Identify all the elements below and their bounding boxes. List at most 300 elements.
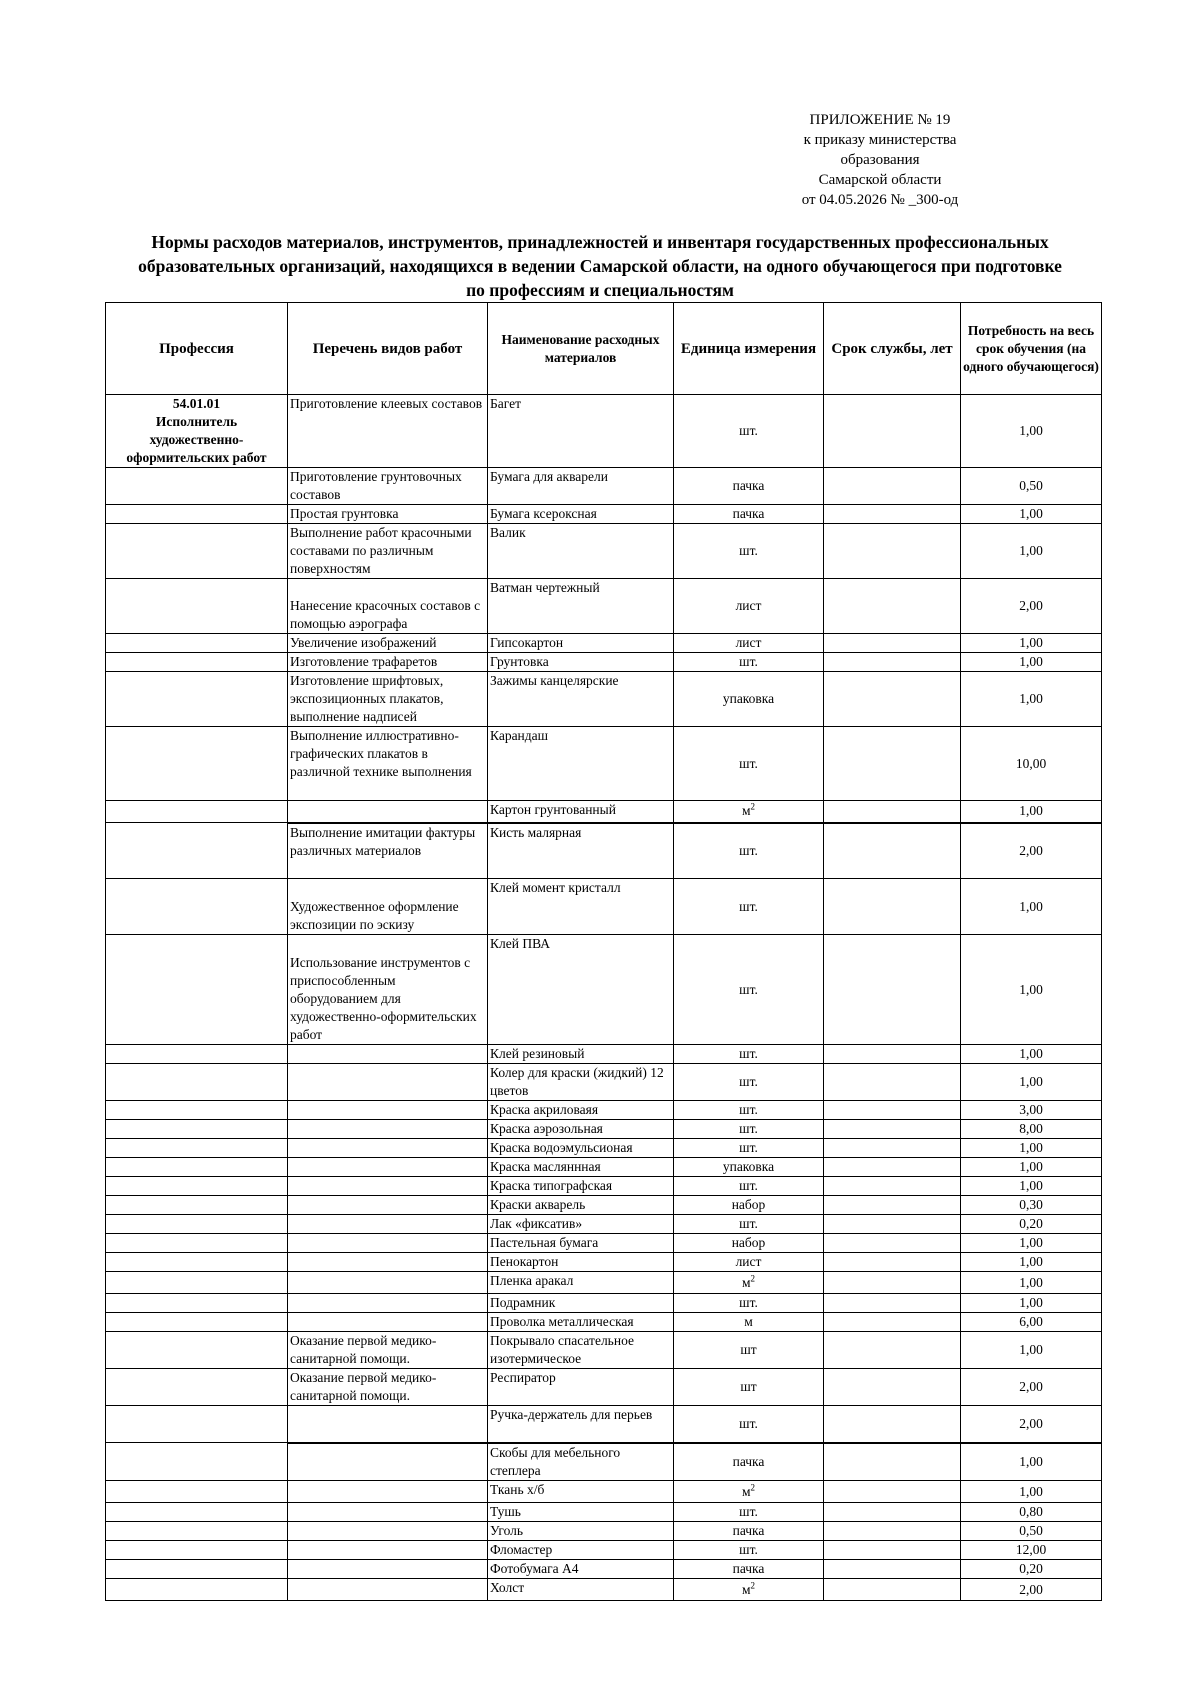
life-cell	[824, 672, 961, 727]
profession-cell-empty	[106, 468, 288, 505]
unit-cell	[674, 1294, 824, 1313]
unit-cell	[674, 1064, 824, 1101]
unit-text: шт.	[739, 1542, 758, 1557]
profession-cell-empty	[106, 1332, 288, 1369]
table-row	[106, 1406, 1102, 1443]
work-cell: Приготовление грунтовочных составов	[288, 468, 488, 505]
work-cell	[288, 1101, 488, 1120]
profession-cell-empty	[106, 1406, 288, 1443]
need-cell: 1,00	[961, 801, 1102, 823]
work-cell: Изготовление трафаретов	[288, 653, 488, 672]
profession-cell-empty	[106, 634, 288, 653]
table-row	[106, 1503, 1102, 1522]
table-body	[106, 395, 1102, 1601]
header-profession: Профессия	[106, 303, 288, 395]
material-cell: Колер для краски (жидкий) 12 цветов	[488, 1064, 674, 1101]
life-cell	[824, 801, 961, 823]
work-cell	[288, 1541, 488, 1560]
need-cell: 1,00	[961, 1272, 1102, 1294]
unit-text: шт.	[739, 981, 758, 997]
table-row	[106, 395, 1102, 468]
need-cell: 1,00	[961, 1253, 1102, 1272]
header-unit: Единица измерения	[674, 303, 824, 395]
work-cell	[288, 1579, 488, 1601]
table-row	[106, 1313, 1102, 1332]
profession-cell-empty	[106, 1481, 288, 1503]
unit-cell	[674, 468, 824, 505]
profession-cell-empty	[106, 653, 288, 672]
table-row	[106, 634, 1102, 653]
unit-cell	[674, 634, 824, 653]
life-cell	[824, 1272, 961, 1294]
document-title	[100, 230, 1100, 302]
need-cell: 6,00	[961, 1313, 1102, 1332]
unit-cell	[674, 1313, 824, 1332]
profession-cell	[106, 395, 288, 468]
life-cell	[824, 1120, 961, 1139]
work-cell: Оказание первой медико-санитарной помощи.	[288, 1332, 488, 1369]
unit-text: шт.	[739, 1140, 758, 1155]
work-cell: Увеличение изображений	[288, 634, 488, 653]
unit-text: шт.	[739, 1504, 758, 1519]
material-cell: Картон грунтованный	[488, 801, 674, 823]
title-line: по профессиям и специальностям	[466, 280, 734, 300]
table-row	[106, 1369, 1102, 1406]
profession-name: Исполнитель художественно-оформительских работ	[126, 414, 267, 465]
unit-text: м	[744, 1314, 753, 1329]
material-cell: Багет	[488, 395, 674, 468]
unit-text: шт.	[739, 423, 758, 438]
table-row	[106, 1045, 1102, 1064]
unit-text: лист	[735, 598, 762, 613]
unit-text: шт.	[739, 1121, 758, 1136]
unit-cell	[674, 1522, 824, 1541]
unit-cell	[674, 1503, 824, 1522]
work-cell	[288, 1196, 488, 1215]
table-row	[106, 1332, 1102, 1369]
work-cell: Простая грунтовка	[288, 505, 488, 524]
unit-text: шт.	[739, 1415, 758, 1431]
profession-cell-empty	[106, 1177, 288, 1196]
material-cell: Фотобумага А4	[488, 1560, 674, 1579]
table-row	[106, 727, 1102, 801]
work-cell: Использование инструментов с приспособленным оборудованием для художественно-оформительских работ	[288, 935, 488, 1045]
table-row	[106, 468, 1102, 505]
unit-text: пачка	[732, 478, 765, 493]
material-cell: Холст	[488, 1579, 674, 1601]
life-cell	[824, 1406, 961, 1443]
title-line: Нормы расходов материалов, инструментов, принадлежностей и инвентаря государственных профессиональных	[151, 232, 1049, 252]
material-cell: Скобы для мебельного степлера	[488, 1443, 674, 1481]
work-cell	[288, 1481, 488, 1503]
need-cell: 12,00	[961, 1541, 1102, 1560]
need-cell: 1,00	[961, 1234, 1102, 1253]
work-cell: Изготовление шрифтовых, экспозиционных плакатов, выполнение надписей	[288, 672, 488, 727]
material-cell: Уголь	[488, 1522, 674, 1541]
material-cell: Краска водоэмульсионая	[488, 1139, 674, 1158]
material-cell: Краска акриловаяя	[488, 1101, 674, 1120]
unit-text: шт.	[739, 898, 758, 914]
work-cell	[288, 1215, 488, 1234]
unit-cell	[674, 879, 824, 935]
need-cell: 3,00	[961, 1101, 1102, 1120]
life-cell	[824, 1369, 961, 1406]
table-row	[106, 1272, 1102, 1294]
profession-cell-empty	[106, 1443, 288, 1481]
unit-text: шт.	[739, 1074, 758, 1089]
life-cell	[824, 505, 961, 524]
table-row	[106, 1294, 1102, 1313]
life-cell	[824, 1064, 961, 1101]
unit-text: пачка	[732, 1523, 765, 1538]
appendix-line: от 04.05.2026 № _300-од	[801, 192, 959, 208]
unit-text: шт.	[739, 842, 758, 858]
work-cell	[288, 1443, 488, 1481]
unit-text: шт.	[739, 654, 758, 669]
table-row	[106, 1443, 1102, 1481]
profession-cell-empty	[106, 1579, 288, 1601]
unit-cell	[674, 1272, 824, 1294]
work-cell: Выполнение работ красочными составами по различным поверхностям	[288, 524, 488, 579]
unit-cell	[674, 1196, 824, 1215]
table-row	[106, 1139, 1102, 1158]
life-cell	[824, 1139, 961, 1158]
unit-text: м	[741, 1483, 751, 1499]
unit-cell	[674, 801, 824, 823]
material-cell: Валик	[488, 524, 674, 579]
unit-text: шт.	[739, 1102, 758, 1117]
material-cell: Бумага для акварели	[488, 468, 674, 505]
unit-text: шт	[740, 1342, 757, 1357]
life-cell	[824, 1158, 961, 1177]
unit-text: шт.	[739, 1216, 758, 1231]
unit-text: шт.	[739, 1295, 758, 1310]
table-row	[106, 1120, 1102, 1139]
work-cell	[288, 1503, 488, 1522]
header-works: Перечень видов работ	[288, 303, 488, 395]
table-row	[106, 653, 1102, 672]
life-cell	[824, 1541, 961, 1560]
life-cell	[824, 1503, 961, 1522]
work-cell	[288, 1234, 488, 1253]
table-row	[106, 579, 1102, 634]
profession-cell-empty	[106, 879, 288, 935]
profession-cell-empty	[106, 1196, 288, 1215]
need-cell: 0,80	[961, 1503, 1102, 1522]
unit-text: пачка	[732, 506, 765, 521]
table-row	[106, 1541, 1102, 1560]
table-row	[106, 1177, 1102, 1196]
material-cell: Клей ПВА	[488, 935, 674, 1045]
profession-cell-empty	[106, 1101, 288, 1120]
profession-cell-empty	[106, 823, 288, 879]
unit-text: пачка	[732, 1453, 765, 1469]
life-cell	[824, 1294, 961, 1313]
work-cell	[288, 801, 488, 823]
table-row	[106, 1253, 1102, 1272]
profession-cell-empty	[106, 1522, 288, 1541]
work-cell	[288, 1120, 488, 1139]
unit-cell	[674, 1177, 824, 1196]
need-cell: 1,00	[961, 653, 1102, 672]
unit-cell	[674, 395, 824, 468]
material-cell: Покрывало спасательное изотермическое	[488, 1332, 674, 1369]
work-cell: Оказание первой медико-санитарной помощи.	[288, 1369, 488, 1406]
need-cell: 2,00	[961, 1579, 1102, 1601]
need-cell: 2,00	[961, 1406, 1102, 1443]
material-cell: Краска масляннная	[488, 1158, 674, 1177]
work-cell: Нанесение красочных составов с помощью аэрографа	[288, 579, 488, 634]
profession-cell-empty	[106, 672, 288, 727]
profession-cell-empty	[106, 1294, 288, 1313]
table-row	[106, 1522, 1102, 1541]
unit-cell	[674, 1406, 824, 1443]
table-row	[106, 935, 1102, 1045]
unit-cell	[674, 1332, 824, 1369]
life-cell	[824, 1313, 961, 1332]
unit-cell	[674, 1120, 824, 1139]
need-cell: 1,00	[961, 1481, 1102, 1503]
need-cell: 1,00	[961, 505, 1102, 524]
material-cell: Клей момент кристалл	[488, 879, 674, 935]
life-cell	[824, 935, 961, 1045]
header-need: Потребность на весь срок обучения (на одного обучающегося)	[961, 303, 1102, 395]
unit-text: м	[741, 803, 751, 819]
unit-cell	[674, 505, 824, 524]
life-cell	[824, 468, 961, 505]
need-cell: 0,50	[961, 468, 1102, 505]
table-row	[106, 1158, 1102, 1177]
need-cell: 0,50	[961, 1522, 1102, 1541]
material-cell: Тушь	[488, 1503, 674, 1522]
life-cell	[824, 1579, 961, 1601]
unit-text: лист	[735, 635, 762, 650]
unit-text: упаковка	[722, 1159, 775, 1174]
profession-cell-empty	[106, 1064, 288, 1101]
life-cell	[824, 1253, 961, 1272]
table-row	[106, 1101, 1102, 1120]
profession-cell-empty	[106, 1253, 288, 1272]
material-cell: Подрамник	[488, 1294, 674, 1313]
material-cell: Карандаш	[488, 727, 674, 801]
need-cell: 1,00	[961, 1294, 1102, 1313]
title-line: образовательных организаций, находящихся в ведении Самарской области, на одного обучающегося при подготовке	[138, 256, 1062, 276]
life-cell	[824, 653, 961, 672]
material-cell: Ватман чертежный	[488, 579, 674, 634]
unit-cell	[674, 727, 824, 801]
unit-cell	[674, 579, 824, 634]
work-cell	[288, 1177, 488, 1196]
unit-cell	[674, 1253, 824, 1272]
material-cell: Ручка-держатель для перьев	[488, 1406, 674, 1443]
life-cell	[824, 1215, 961, 1234]
unit-text: пачка	[732, 1561, 765, 1576]
table-row	[106, 1196, 1102, 1215]
need-cell: 1,00	[961, 672, 1102, 727]
work-cell: Приготовление клеевых составов	[288, 395, 488, 468]
unit-superscript: 2	[750, 1580, 756, 1590]
unit-text: набор	[731, 1235, 766, 1250]
material-cell: Лак «фиксатив»	[488, 1215, 674, 1234]
unit-text: м	[741, 1581, 751, 1597]
life-cell	[824, 634, 961, 653]
profession-cell-empty	[106, 801, 288, 823]
appendix-line: образования	[840, 152, 920, 168]
profession-cell-empty	[106, 1158, 288, 1177]
appendix-line: ПРИЛОЖЕНИЕ № 19	[809, 112, 951, 128]
material-cell: Краска аэрозольная	[488, 1120, 674, 1139]
profession-cell-empty	[106, 1369, 288, 1406]
profession-cell-empty	[106, 1120, 288, 1139]
life-cell	[824, 1332, 961, 1369]
unit-text: шт.	[739, 543, 758, 558]
unit-text: м	[741, 1274, 751, 1290]
unit-cell	[674, 1560, 824, 1579]
unit-superscript: 2	[750, 1273, 756, 1283]
need-cell: 1,00	[961, 1064, 1102, 1101]
unit-cell	[674, 1215, 824, 1234]
unit-cell	[674, 653, 824, 672]
need-cell: 1,00	[961, 935, 1102, 1045]
table-row	[106, 505, 1102, 524]
profession-cell-empty	[106, 1215, 288, 1234]
life-cell	[824, 524, 961, 579]
work-cell	[288, 1522, 488, 1541]
unit-cell	[674, 1481, 824, 1503]
material-cell: Проволка металлическая	[488, 1313, 674, 1332]
unit-cell	[674, 1541, 824, 1560]
profession-cell-empty	[106, 1045, 288, 1064]
table-row	[106, 823, 1102, 879]
need-cell: 1,00	[961, 1332, 1102, 1369]
unit-cell	[674, 1369, 824, 1406]
profession-code: 54.01.01	[172, 396, 221, 411]
work-cell: Выполнение имитации фактуры различных материалов	[288, 823, 488, 879]
life-cell	[824, 727, 961, 801]
need-cell: 10,00	[961, 727, 1102, 801]
appendix-line: к приказу министерства	[803, 132, 957, 148]
unit-text: лист	[735, 1254, 762, 1269]
work-cell	[288, 1406, 488, 1443]
profession-cell-empty	[106, 935, 288, 1045]
unit-cell	[674, 1158, 824, 1177]
life-cell	[824, 579, 961, 634]
life-cell	[824, 823, 961, 879]
life-cell	[824, 1196, 961, 1215]
life-cell	[824, 1522, 961, 1541]
need-cell: 1,00	[961, 634, 1102, 653]
table-row	[106, 801, 1102, 823]
life-cell	[824, 395, 961, 468]
need-cell: 0,20	[961, 1560, 1102, 1579]
need-cell: 1,00	[961, 1045, 1102, 1064]
work-cell	[288, 1272, 488, 1294]
work-cell	[288, 1045, 488, 1064]
unit-superscript: 2	[750, 801, 756, 812]
material-cell: Фломастер	[488, 1541, 674, 1560]
work-cell	[288, 1560, 488, 1579]
material-cell: Пенокартон	[488, 1253, 674, 1272]
life-cell	[824, 1101, 961, 1120]
material-cell: Ткань х/б	[488, 1481, 674, 1503]
table-row	[106, 1234, 1102, 1253]
work-cell: Художественное оформление экспозиции по эскизу	[288, 879, 488, 935]
need-cell: 1,00	[961, 879, 1102, 935]
life-cell	[824, 1045, 961, 1064]
table-row	[106, 524, 1102, 579]
unit-cell	[674, 1139, 824, 1158]
unit-text: шт.	[739, 755, 758, 771]
unit-cell	[674, 524, 824, 579]
material-cell: Пастельная бумага	[488, 1234, 674, 1253]
material-cell: Пленка аракал	[488, 1272, 674, 1294]
profession-cell-empty	[106, 579, 288, 634]
material-cell: Грунтовка	[488, 653, 674, 672]
table-row	[106, 1064, 1102, 1101]
norms-table	[105, 302, 1102, 1601]
unit-superscript: 2	[750, 1482, 756, 1492]
need-cell: 2,00	[961, 579, 1102, 634]
material-cell: Респиратор	[488, 1369, 674, 1406]
work-cell	[288, 1064, 488, 1101]
life-cell	[824, 1560, 961, 1579]
appendix-line: Самарской области	[818, 172, 942, 188]
work-cell	[288, 1313, 488, 1332]
life-cell	[824, 1177, 961, 1196]
need-cell: 2,00	[961, 823, 1102, 879]
profession-cell-empty	[106, 1234, 288, 1253]
need-cell: 8,00	[961, 1120, 1102, 1139]
header-material: Наименование расходных материалов	[488, 303, 674, 395]
need-cell: 2,00	[961, 1369, 1102, 1406]
need-cell: 0,30	[961, 1196, 1102, 1215]
table-row	[106, 1481, 1102, 1503]
profession-cell-empty	[106, 524, 288, 579]
material-cell: Краска типографская	[488, 1177, 674, 1196]
unit-text: набор	[731, 1197, 766, 1212]
need-cell: 1,00	[961, 524, 1102, 579]
table-row	[106, 672, 1102, 727]
table-row	[106, 1579, 1102, 1601]
profession-cell-empty	[106, 505, 288, 524]
profession-cell-empty	[106, 1313, 288, 1332]
material-cell: Бумага ксероксная	[488, 505, 674, 524]
table-row	[106, 879, 1102, 935]
work-cell: Выполнение иллюстративно-графических плакатов в различной технике выполнения	[288, 727, 488, 801]
appendix-block	[770, 110, 990, 210]
life-cell	[824, 1481, 961, 1503]
table-row	[106, 1560, 1102, 1579]
unit-text: шт.	[739, 1046, 758, 1061]
need-cell: 0,20	[961, 1215, 1102, 1234]
life-cell	[824, 1234, 961, 1253]
profession-cell-empty	[106, 1541, 288, 1560]
profession-cell-empty	[106, 1272, 288, 1294]
material-cell: Зажимы канцелярские	[488, 672, 674, 727]
need-cell: 1,00	[961, 1177, 1102, 1196]
unit-cell	[674, 823, 824, 879]
unit-cell	[674, 1234, 824, 1253]
need-cell: 1,00	[961, 395, 1102, 468]
material-cell: Клей резиновый	[488, 1045, 674, 1064]
material-cell: Краски акварель	[488, 1196, 674, 1215]
unit-cell	[674, 1443, 824, 1481]
work-cell	[288, 1158, 488, 1177]
unit-cell	[674, 1045, 824, 1064]
material-cell: Гипсокартон	[488, 634, 674, 653]
profession-cell-empty	[106, 1560, 288, 1579]
unit-text: упаковка	[722, 691, 775, 706]
